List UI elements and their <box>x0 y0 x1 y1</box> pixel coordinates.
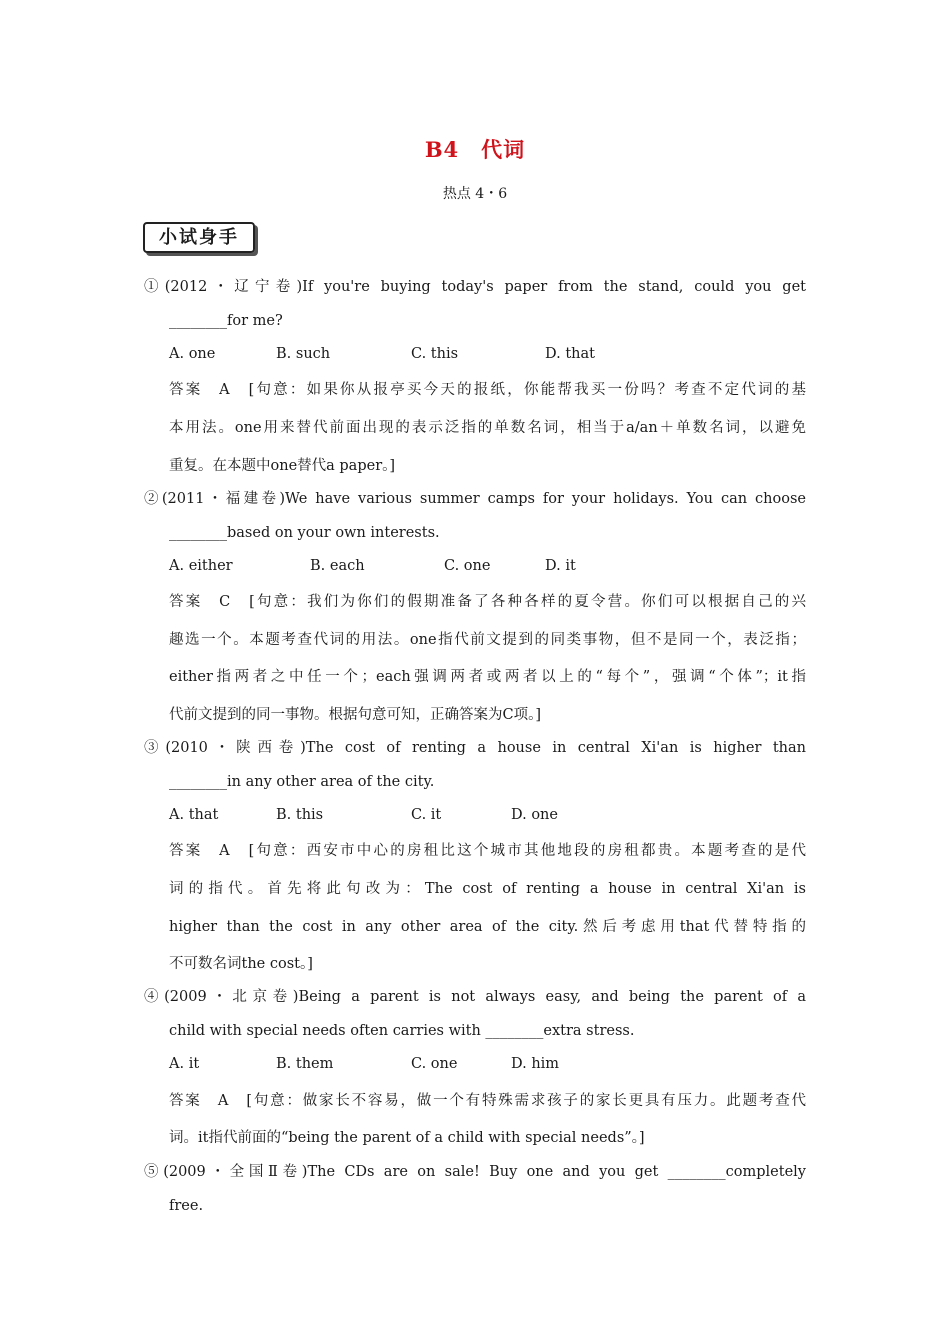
page-title: B4 代词 <box>424 137 526 162</box>
question-1-answer-line3: 重复。在本题中one替代a paper。] <box>169 458 396 474</box>
question-2-options <box>169 558 576 574</box>
question-1-stem-line2: ________for me? <box>169 313 283 329</box>
question-2-answer-line4: 代前文提到的同一事物。根据句意可知，正确答案为C项。] <box>169 707 541 723</box>
question-3-answer-line2: 词的指代。首先将此句改为：The cost of renting a house in central Xi'an is <box>169 881 806 897</box>
option-c: C. it <box>411 807 442 823</box>
section-badge: 小试身手 <box>143 222 255 253</box>
question-4-answer-line1: 答案 A [句意：做家长不容易，做一个有特殊需求孩子的家长更具有压力。此题考查代 <box>169 1093 806 1109</box>
option-d: D. that <box>545 346 595 362</box>
option-b: B. them <box>276 1056 334 1072</box>
option-c: C. one <box>411 1056 458 1072</box>
question-3-answer-line1: 答案 A [句意：西安市中心的房租比这个城市其他地段的房租都贵。本题考查的是代 <box>169 843 807 859</box>
option-c: C. one <box>444 558 491 574</box>
question-4-stem-line2: child with special needs often carries with ________extra stress. <box>169 1023 635 1039</box>
question-4-answer-line2: 词。it指代前面的“being the parent of a child with special needs”。] <box>169 1130 645 1146</box>
question-3-answer-line4: 不可数名词the cost。] <box>169 956 313 972</box>
option-d: D. it <box>545 558 576 574</box>
question-1-answer-line1: 答案 A [句意：如果你从报亭买今天的报纸，你能帮我买一份吗？考查不定代词的基 <box>169 382 807 398</box>
question-1-stem-line1: ①(2012・辽宁卷)If you're buying today's paper from the stand, could you get <box>144 279 806 295</box>
option-a: A. that <box>169 807 219 823</box>
question-3-answer-line3: higher than the cost in any other area of the city.然后考虑用that代替特指的 <box>169 919 806 935</box>
option-b: B. this <box>276 807 324 823</box>
option-a: A. it <box>169 1056 200 1072</box>
question-4-options <box>169 1056 559 1072</box>
option-d: D. one <box>511 807 558 823</box>
question-3-options <box>169 807 558 823</box>
question-2-answer-line3: either指两者之中任一个；each强调两者或两者以上的“每个”，强调“个体”；it指 <box>169 669 806 685</box>
question-2-answer-line1: 答案 C [句意：我们为你们的假期准备了各种各样的夏令营。你们可以根据自己的兴 <box>169 594 806 610</box>
option-c: C. this <box>411 346 459 362</box>
question-3-stem-line2: ________in any other area of the city. <box>169 774 435 790</box>
option-b: B. such <box>276 346 331 362</box>
question-1-options <box>169 346 595 362</box>
question-2-stem-line2: ________based on your own interests. <box>169 525 440 541</box>
question-2-answer-line2: 趣选一个。本题考查代词的用法。one指代前文提到的同类事物，但不是同一个，表泛指； <box>169 632 806 648</box>
page-subtitle: 热点 4・6 <box>442 186 508 202</box>
option-a: A. one <box>169 346 216 362</box>
option-b: B. each <box>310 558 365 574</box>
question-2-stem-line1: ②(2011・福建卷)We have various summer camps for your holidays. You can choose <box>144 491 806 507</box>
question-4-stem-line1: ④(2009・北京卷)Being a parent is not always easy, and being the parent of a <box>144 989 806 1005</box>
question-5-stem-line2: free. <box>169 1198 204 1214</box>
question-5-stem-line1: ⑤(2009・全国Ⅱ卷)The CDs are on sale! Buy one and you get ________completely <box>144 1164 806 1180</box>
option-d: D. him <box>511 1056 560 1072</box>
option-a: A. either <box>169 558 233 574</box>
question-1-answer-line2: 本用法。one用来替代前面出现的表示泛指的单数名词，相当于a/an＋单数名词，以避免 <box>169 420 806 436</box>
question-3-stem-line1: ③(2010・陕西卷)The cost of renting a house in central Xi'an is higher than <box>144 740 806 756</box>
